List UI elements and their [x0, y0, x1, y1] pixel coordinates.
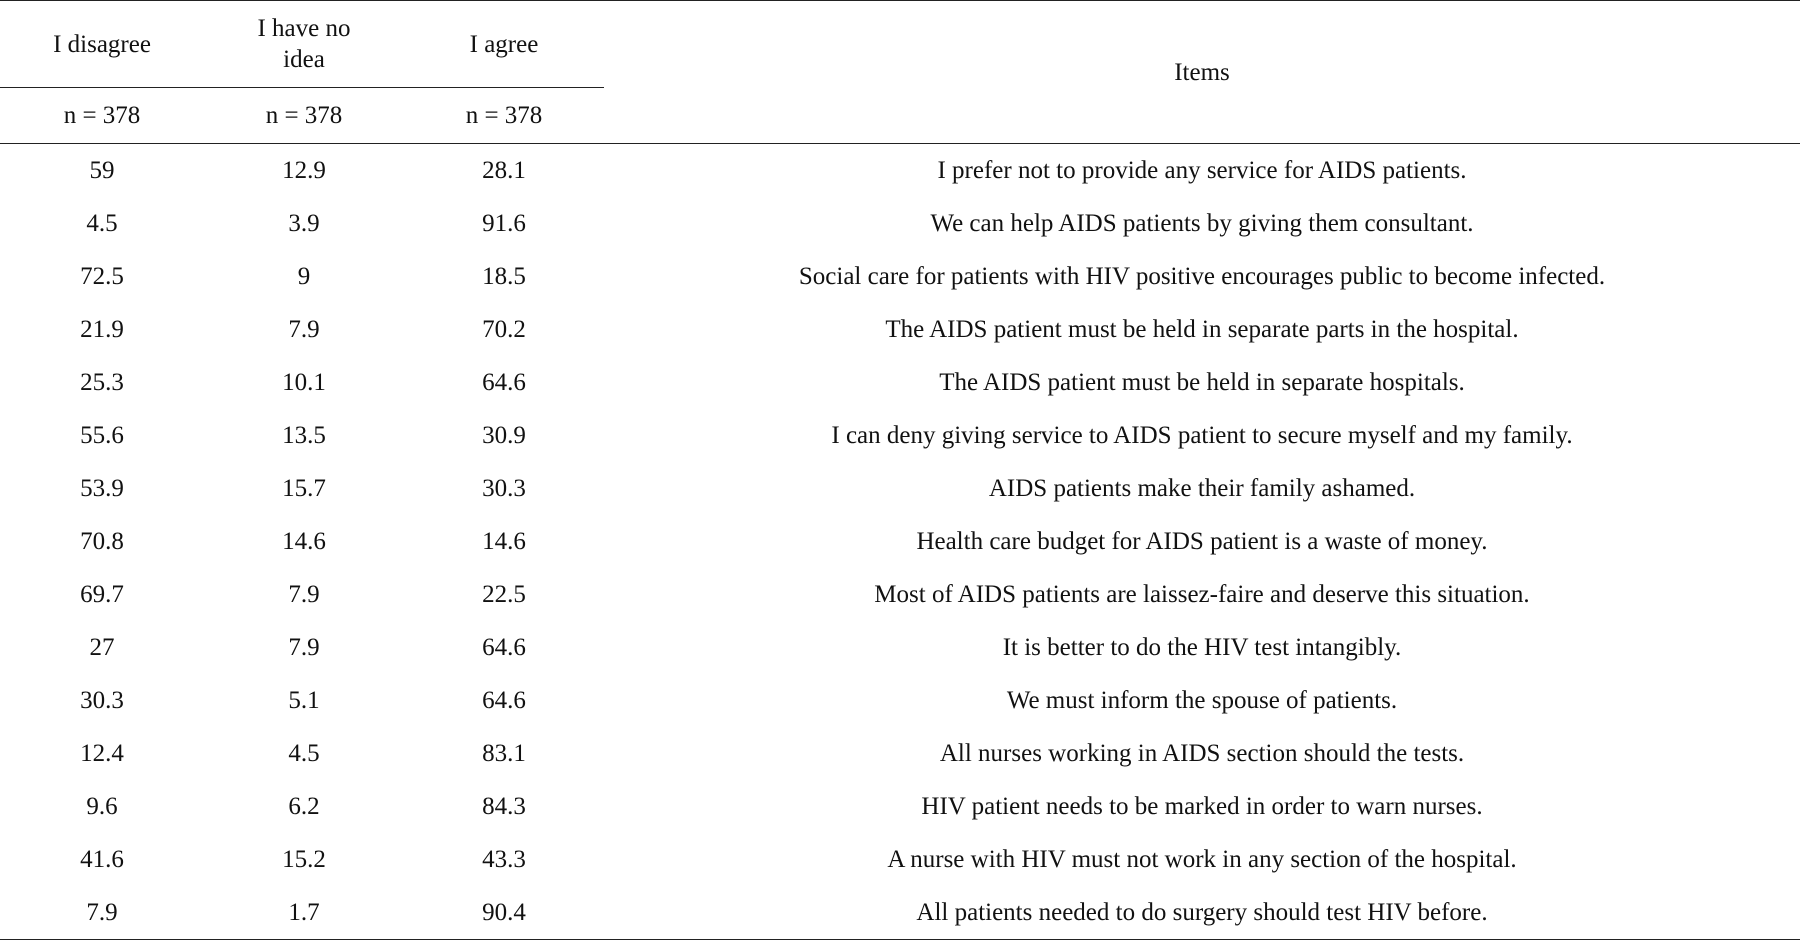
cell-item: We can help AIDS patients by giving them consultant. — [930, 209, 1474, 237]
cell-disagree: 4.5 — [86, 209, 118, 237]
cell-item: Health care budget for AIDS patient is a waste of money. — [916, 527, 1488, 555]
cell-agree: 70.2 — [482, 315, 526, 343]
cell-disagree: 25.3 — [80, 368, 124, 396]
cell-no-idea: 10.1 — [282, 368, 326, 396]
sample-size-agree: n = 378 — [404, 88, 604, 144]
cell-no-idea: 15.7 — [282, 474, 326, 502]
cell-agree: 28.1 — [482, 156, 526, 184]
cell-agree: 64.6 — [482, 368, 526, 396]
cell-agree: 91.6 — [482, 209, 526, 237]
cell-no-idea: 7.9 — [288, 580, 320, 608]
cell-disagree: 72.5 — [80, 262, 124, 290]
cell-item: Social care for patients with HIV positive encourages public to become infected. — [798, 262, 1606, 290]
cell-agree: 30.9 — [482, 421, 526, 449]
cell-agree: 84.3 — [482, 792, 526, 820]
cell-no-idea: 3.9 — [288, 209, 320, 237]
sample-size-disagree: n = 378 — [0, 88, 204, 144]
cell-item: I prefer not to provide any service for AIDS patients. — [937, 156, 1467, 184]
cell-item: The AIDS patient must be held in separate hospitals. — [939, 368, 1465, 396]
cell-disagree: 53.9 — [80, 474, 124, 502]
cell-disagree: 69.7 — [80, 580, 124, 608]
cell-no-idea: 1.7 — [204, 886, 404, 940]
cell-item: AIDS patients make their family ashamed. — [988, 474, 1416, 502]
cell-disagree: 7.9 — [0, 886, 204, 940]
cell-item: It is better to do the HIV test intangibly. — [1002, 633, 1402, 661]
cell-agree: 64.6 — [482, 633, 526, 661]
table-row — [0, 727, 1800, 780]
table-row — [0, 250, 1800, 303]
cell-disagree: 12.4 — [80, 739, 124, 767]
cell-agree: 64.6 — [482, 686, 526, 714]
table-row — [0, 144, 1800, 198]
cell-disagree: 41.6 — [80, 845, 124, 873]
table-row — [0, 780, 1800, 833]
cell-agree: 18.5 — [482, 262, 526, 290]
header-items: Items — [604, 1, 1800, 144]
cell-agree: 14.6 — [482, 527, 526, 555]
table-row — [0, 303, 1800, 356]
table-row — [0, 674, 1800, 727]
cell-agree: 43.3 — [482, 845, 526, 873]
cell-no-idea: 7.9 — [288, 633, 320, 661]
table-row — [0, 462, 1800, 515]
cell-no-idea: 14.6 — [282, 527, 326, 555]
cell-item: I can deny giving service to AIDS patient to secure myself and my family. — [831, 421, 1573, 449]
cell-no-idea: 5.1 — [288, 686, 320, 714]
cell-no-idea: 6.2 — [288, 792, 320, 820]
cell-item: We must inform the spouse of patients. — [1006, 686, 1398, 714]
table-row — [0, 515, 1800, 568]
table-row — [0, 833, 1800, 886]
table-row — [0, 409, 1800, 462]
table-row — [0, 356, 1800, 409]
cell-no-idea: 7.9 — [288, 315, 320, 343]
cell-no-idea: 15.2 — [282, 845, 326, 873]
cell-no-idea: 12.9 — [282, 156, 326, 184]
cell-agree: 83.1 — [482, 739, 526, 767]
cell-disagree: 70.8 — [80, 527, 124, 555]
cell-item: The AIDS patient must be held in separate parts in the hospital. — [885, 315, 1519, 343]
header-agree: I agree — [404, 1, 604, 88]
cell-agree: 22.5 — [482, 580, 526, 608]
cell-item: All patients needed to do surgery should test HIV before. — [604, 886, 1800, 940]
cell-disagree: 30.3 — [80, 686, 124, 714]
cell-agree: 30.3 — [482, 474, 526, 502]
header-no-idea-label: I have no idea — [257, 15, 351, 73]
cell-no-idea: 13.5 — [282, 421, 326, 449]
header-no-idea — [204, 1, 404, 88]
header-disagree: I disagree — [0, 1, 204, 88]
cell-no-idea: 9 — [297, 262, 311, 290]
table-row — [0, 568, 1800, 621]
cell-disagree: 59 — [89, 156, 115, 184]
cell-agree: 90.4 — [404, 886, 604, 940]
sample-size-no-idea: n = 378 — [204, 88, 404, 144]
cell-item: Most of AIDS patients are laissez-faire and deserve this situation. — [874, 580, 1530, 608]
cell-disagree: 55.6 — [80, 421, 124, 449]
table-body — [0, 144, 1800, 940]
table-row — [0, 886, 1800, 940]
cell-no-idea: 4.5 — [288, 739, 320, 767]
cell-disagree: 9.6 — [86, 792, 118, 820]
cell-disagree: 21.9 — [80, 315, 124, 343]
table-row — [0, 197, 1800, 250]
table-row — [0, 621, 1800, 674]
cell-disagree: 27 — [89, 633, 115, 661]
cell-item: HIV patient needs to be marked in order to warn nurses. — [921, 792, 1483, 820]
cell-item: A nurse with HIV must not work in any section of the hospital. — [887, 845, 1517, 873]
cell-item: All nurses working in AIDS section should the tests. — [939, 739, 1465, 767]
